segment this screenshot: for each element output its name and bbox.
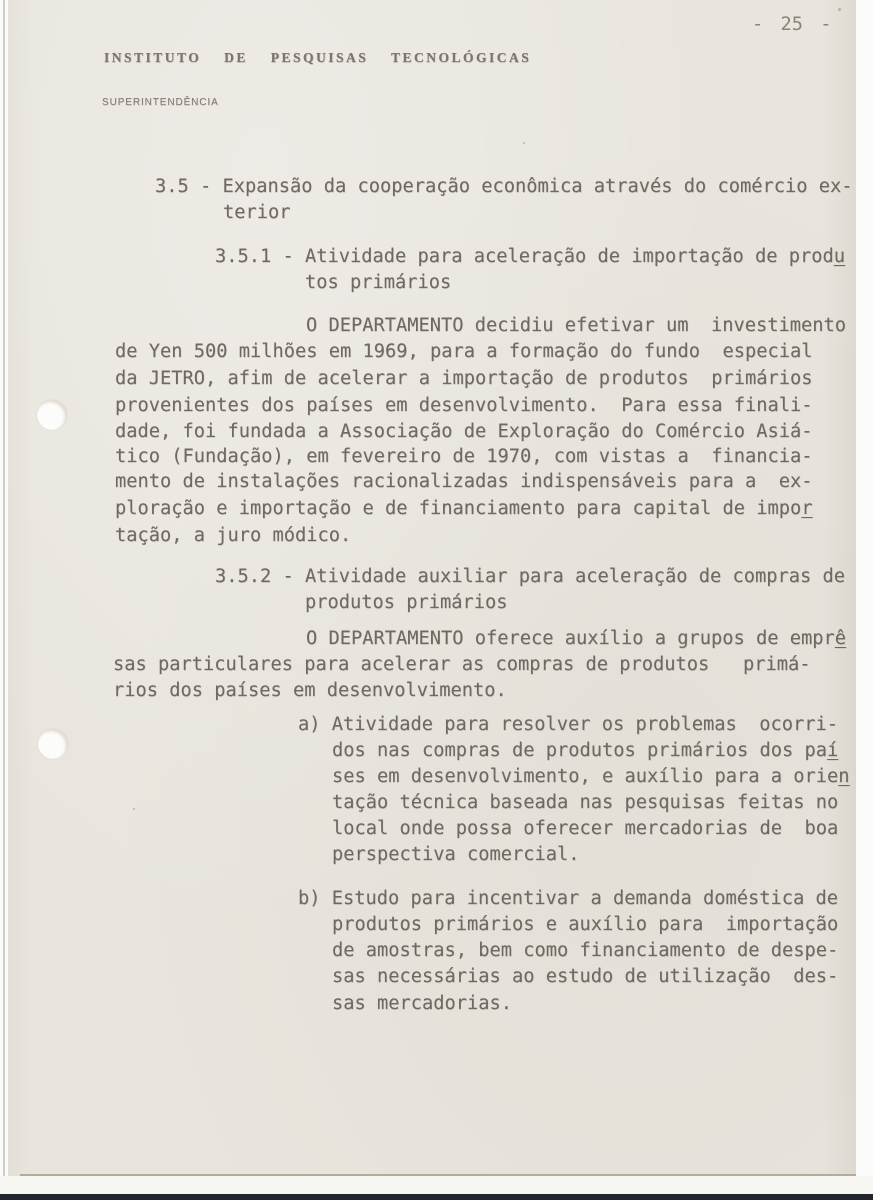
text-line (332, 938, 838, 964)
text-line (215, 244, 845, 270)
page-number: - 25 - (752, 14, 832, 35)
text-segment: sas particulares para acelerar as compras de produtos primá- (113, 654, 811, 675)
underlined-continuation-letter: u (833, 246, 846, 267)
text-segment: tos primários (305, 272, 452, 293)
text-segment: produtos primários e auxílio para importação (332, 914, 839, 935)
text-segment: sas mercadorias. (332, 993, 513, 1014)
text-line (223, 200, 291, 226)
text-segment: 3.5.2 - Atividade auxiliar para aceleração de compras de (215, 566, 846, 587)
text-segment: ploração e importação e de financiamento para capital de impo (115, 498, 802, 519)
text-line (115, 469, 813, 495)
text-segment: O DEPARTAMENTO decidiu efetivar um investimento (306, 315, 847, 336)
text-line (305, 590, 508, 616)
text-segment: a) Atividade para resolver os problemas ocorri- (298, 714, 839, 735)
text-segment: de Yen 500 milhões em 1969, para a formação do fundo especial (115, 341, 813, 362)
letterhead-department: SUPERINTENDÊNCIA (102, 97, 219, 108)
underlined-continuation-letter: r (801, 498, 813, 519)
text-line (298, 712, 838, 738)
text-segment: ses em desenvolvimento, e auxílio para a orie (332, 766, 839, 787)
scan-speck (838, 8, 841, 11)
text-line (115, 339, 813, 365)
scanner-dark-bar (0, 1194, 873, 1200)
text-line (155, 174, 853, 200)
text-line (215, 564, 845, 590)
text-line (115, 496, 813, 522)
hole-punch-bottom (38, 729, 68, 759)
text-segment: tação, a juro módico. (115, 525, 352, 546)
text-line (332, 964, 838, 990)
underlined-continuation-letter: í (827, 740, 839, 761)
text-segment: perspectiva comercial. (332, 844, 580, 865)
text-segment: provenientes dos países em desenvolvimento. Para essa finali- (115, 395, 813, 416)
text-line (115, 419, 813, 445)
text-line (306, 626, 846, 652)
text-line (115, 366, 813, 392)
text-line (332, 738, 838, 764)
text-segment: de amostras, bem como financiamento de despe- (332, 940, 839, 961)
text-segment: local onde possa oferecer mercadorias de boa (332, 818, 839, 839)
text-line (306, 313, 846, 339)
text-line (332, 790, 838, 816)
underlined-continuation-letter: n (838, 766, 850, 787)
text-segment: 3.5 - Expansão da cooperação econômica através do comércio ex- (155, 176, 853, 197)
text-segment: produtos primários (305, 592, 508, 613)
text-segment: mento de instalações racionalizadas indispensáveis para a ex- (115, 471, 813, 492)
text-segment: 3.5.1 - Atividade para aceleração de importação de prod (215, 246, 834, 267)
letterhead-institute-name: INSTITUTO DE PESQUISAS TECNOLÓGICAS (104, 50, 532, 65)
text-segment: b) Estudo para incentivar a demanda doméstica de (298, 888, 839, 909)
text-line (115, 444, 813, 470)
text-line (298, 886, 838, 912)
text-segment: tico (Fundação), em fevereiro de 1970, com vistas a financia- (115, 446, 813, 467)
text-line (113, 652, 811, 678)
text-segment: terior (223, 202, 291, 223)
text-segment: O DEPARTAMENTO oferece auxílio a grupos de empr (306, 628, 835, 649)
text-segment: da JETRO, afim de acelerar a importação de produtos primários (115, 368, 813, 389)
scan-speck (523, 142, 525, 144)
text-line (115, 523, 351, 549)
scanner-right-margin (856, 0, 873, 1200)
text-segment: dade, foi fundada a Associação de Exploração do Comércio Asiá- (115, 421, 813, 442)
text-segment: rios dos países em desenvolvimento. (113, 680, 507, 701)
underlined-continuation-letter: ê (834, 628, 847, 649)
text-segment: sas necessárias ao estudo de utilização des- (332, 966, 839, 987)
scanner-bottom-margin (0, 1176, 873, 1194)
text-line (332, 912, 838, 938)
text-line (332, 816, 838, 842)
scan-speck (133, 808, 135, 810)
scanner-edge-line (3, 0, 5, 1192)
text-segment: dos nas compras de produtos primários dos pa (332, 740, 828, 761)
text-line (332, 764, 850, 790)
text-line (113, 678, 507, 704)
text-line (332, 991, 512, 1017)
text-line (332, 842, 580, 868)
text-line (115, 393, 813, 419)
text-line (305, 270, 451, 296)
text-segment: tação técnica baseada nas pesquisas feitas no (332, 792, 839, 813)
hole-punch-top (37, 400, 67, 430)
